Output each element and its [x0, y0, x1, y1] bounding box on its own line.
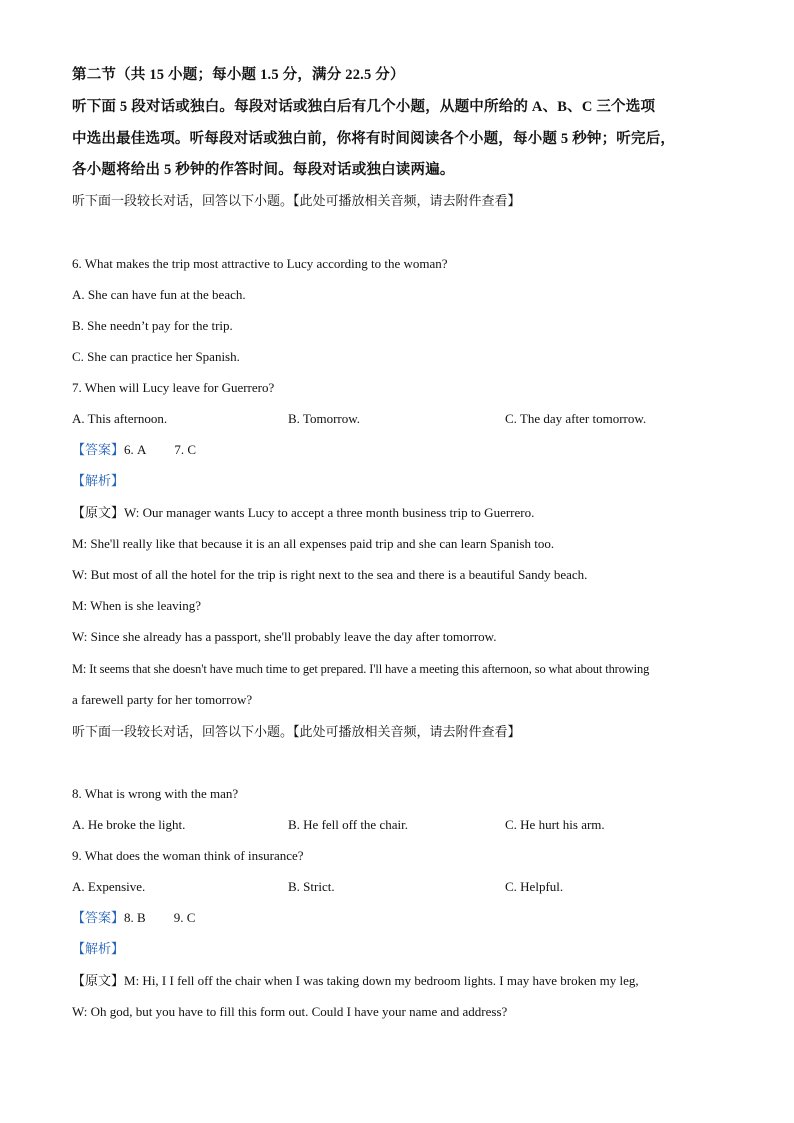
question-stem: 8. What is wrong with the man?	[72, 786, 239, 801]
instructions-line-1: 听下面 5 段对话或独白。每段对话或独白后有几个小题，从题中所给的 A、B、C 三个选项	[72, 99, 656, 115]
option-c: C. The day after tomorrow.	[505, 411, 647, 426]
transcript-line: W: But most of all the hotel for the trip is right next to the sea and there is a beautiful Sandy beach.	[72, 567, 588, 582]
answer-tag: 【答案】	[72, 910, 125, 925]
question-stem: 9. What does the woman think of insurance?	[72, 848, 304, 863]
question-stem: 7. When will Lucy leave for Guerrero?	[72, 380, 275, 395]
transcript-line: M: It seems that she doesn't have much time to get prepared. I'll have a meeting this afternoon, so what about throwing	[72, 662, 650, 676]
answer-line	[72, 442, 196, 458]
option-c: C. He hurt his arm.	[505, 817, 605, 832]
answer-value: 6. A	[124, 442, 147, 457]
transcript-line: M: She'll really like that because it is an all expenses paid trip and she can learn Spanish too.	[72, 536, 555, 551]
answer-value: 7. C	[174, 442, 197, 457]
option-b: B. He fell off the chair.	[288, 817, 408, 832]
option-c: C. She can practice her Spanish.	[72, 349, 240, 364]
transcript-tag: 【原文】	[72, 973, 125, 988]
answer-tag: 【答案】	[72, 442, 125, 457]
answer-value: 9. C	[173, 910, 196, 925]
transcript-text: M: Hi, I I fell off the chair when I was taking down my bedroom lights. I may have broken my leg,	[124, 973, 639, 988]
option-a: A. She can have fun at the beach.	[72, 287, 246, 302]
transcript-line	[72, 505, 534, 521]
option-b: B. She needn’t pay for the trip.	[72, 318, 233, 333]
option-a: A. This afternoon.	[72, 411, 168, 426]
transcript-line: W: Since she already has a passport, she'll probably leave the day after tomorrow.	[72, 629, 497, 644]
question-stem: 6. What makes the trip most attractive to Lucy according to the woman?	[72, 256, 448, 271]
option-a: A. He broke the light.	[72, 817, 186, 832]
transcript-line	[72, 973, 639, 989]
option-b: B. Tomorrow.	[288, 411, 361, 426]
analysis-tag: 【解析】	[72, 941, 125, 956]
option-b: B. Strict.	[288, 879, 335, 894]
transcript-line: M: When is she leaving?	[72, 598, 202, 613]
option-a: A. Expensive.	[72, 879, 146, 894]
dialogue-intro: 听下面一段较长对话，回答以下小题。【此处可播放相关音频，请去附件查看】	[72, 193, 521, 208]
analysis-tag: 【解析】	[72, 473, 125, 488]
section-title: 第二节（共 15 小题；每小题 1.5 分，满分 22.5 分）	[72, 67, 405, 83]
dialogue-intro: 听下面一段较长对话，回答以下小题。【此处可播放相关音频，请去附件查看】	[72, 724, 521, 739]
option-c: C. Helpful.	[505, 879, 564, 894]
transcript-text: W: Our manager wants Lucy to accept a three month business trip to Guerrero.	[124, 505, 535, 520]
instructions-line-3: 各小题将给出 5 秒钟的作答时间。每段对话或独白读两遍。	[72, 162, 455, 178]
transcript-line: a farewell party for her tomorrow?	[72, 692, 253, 707]
answer-value: 8. B	[124, 910, 146, 925]
answer-line	[72, 910, 195, 926]
instructions-line-2: 中选出最佳选项。听每段对话或独白前，你将有时间阅读各个小题，每小题 5 秒钟；听完后，	[72, 131, 676, 147]
transcript-line: W: Oh god, but you have to fill this form out. Could I have your name and address?	[72, 1004, 508, 1019]
transcript-tag: 【原文】	[72, 505, 125, 520]
